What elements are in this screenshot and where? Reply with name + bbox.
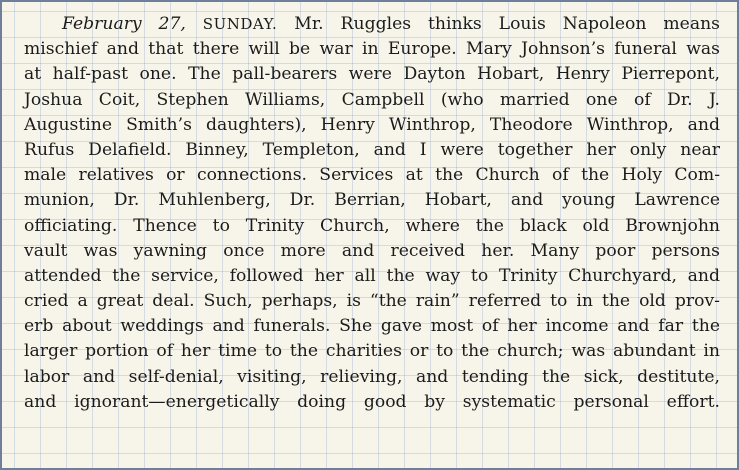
entry-line: officiating. Thence to Trinity Church, where the black old Brownjohn <box>24 215 720 236</box>
entry-line: at half-past one. The pall-bearers were Dayton Hobart, Henry Pierrepont, <box>24 64 720 85</box>
entry-line: munion, Dr. Muhlenberg, Dr. Berrian, Hobart, and young Lawrence <box>24 190 720 211</box>
entry-line: cried a great deal. Such, perhaps, is “the rain” referred to in the old prov- <box>24 291 720 312</box>
diary-entry <box>24 12 720 415</box>
entry-line: larger portion of her time to the charities or to the church; was abundant in <box>24 341 720 362</box>
entry-first-line-text: Mr. Ruggles thinks Louis Napoleon means <box>294 14 720 34</box>
entry-date: February 27, <box>62 14 186 34</box>
entry-first-line <box>24 12 720 37</box>
entry-line: erb about weddings and funerals. She gave most of her income and far the <box>24 316 720 337</box>
entry-line: mischief and that there will be war in Europe. Mary Johnson’s funeral was <box>24 39 720 60</box>
entry-weekday: SUNDAY. <box>202 15 278 33</box>
entry-line: attended the service, followed her all the way to Trinity Churchyard, and <box>24 265 720 286</box>
entry-line: Rufus Delafield. Binney, Templeton, and I were together her only near <box>24 139 720 160</box>
entry-line: vault was yawning once more and received her. Many poor persons <box>24 240 720 261</box>
entry-line: male relatives or connections. Services at the Church of the Holy Com- <box>24 165 720 186</box>
entry-line: labor and self-denial, visiting, relieving, and tending the sick, destitute, <box>24 366 720 387</box>
entry-line-last: and ignorant—energetically doing good by systematic personal effort. <box>24 391 720 412</box>
entry-line: Augustine Smith’s daughters), Henry Winthrop, Theodore Winthrop, and <box>24 114 720 135</box>
entry-line: Joshua Coit, Stephen Williams, Campbell (who married one of Dr. J. <box>24 89 720 110</box>
